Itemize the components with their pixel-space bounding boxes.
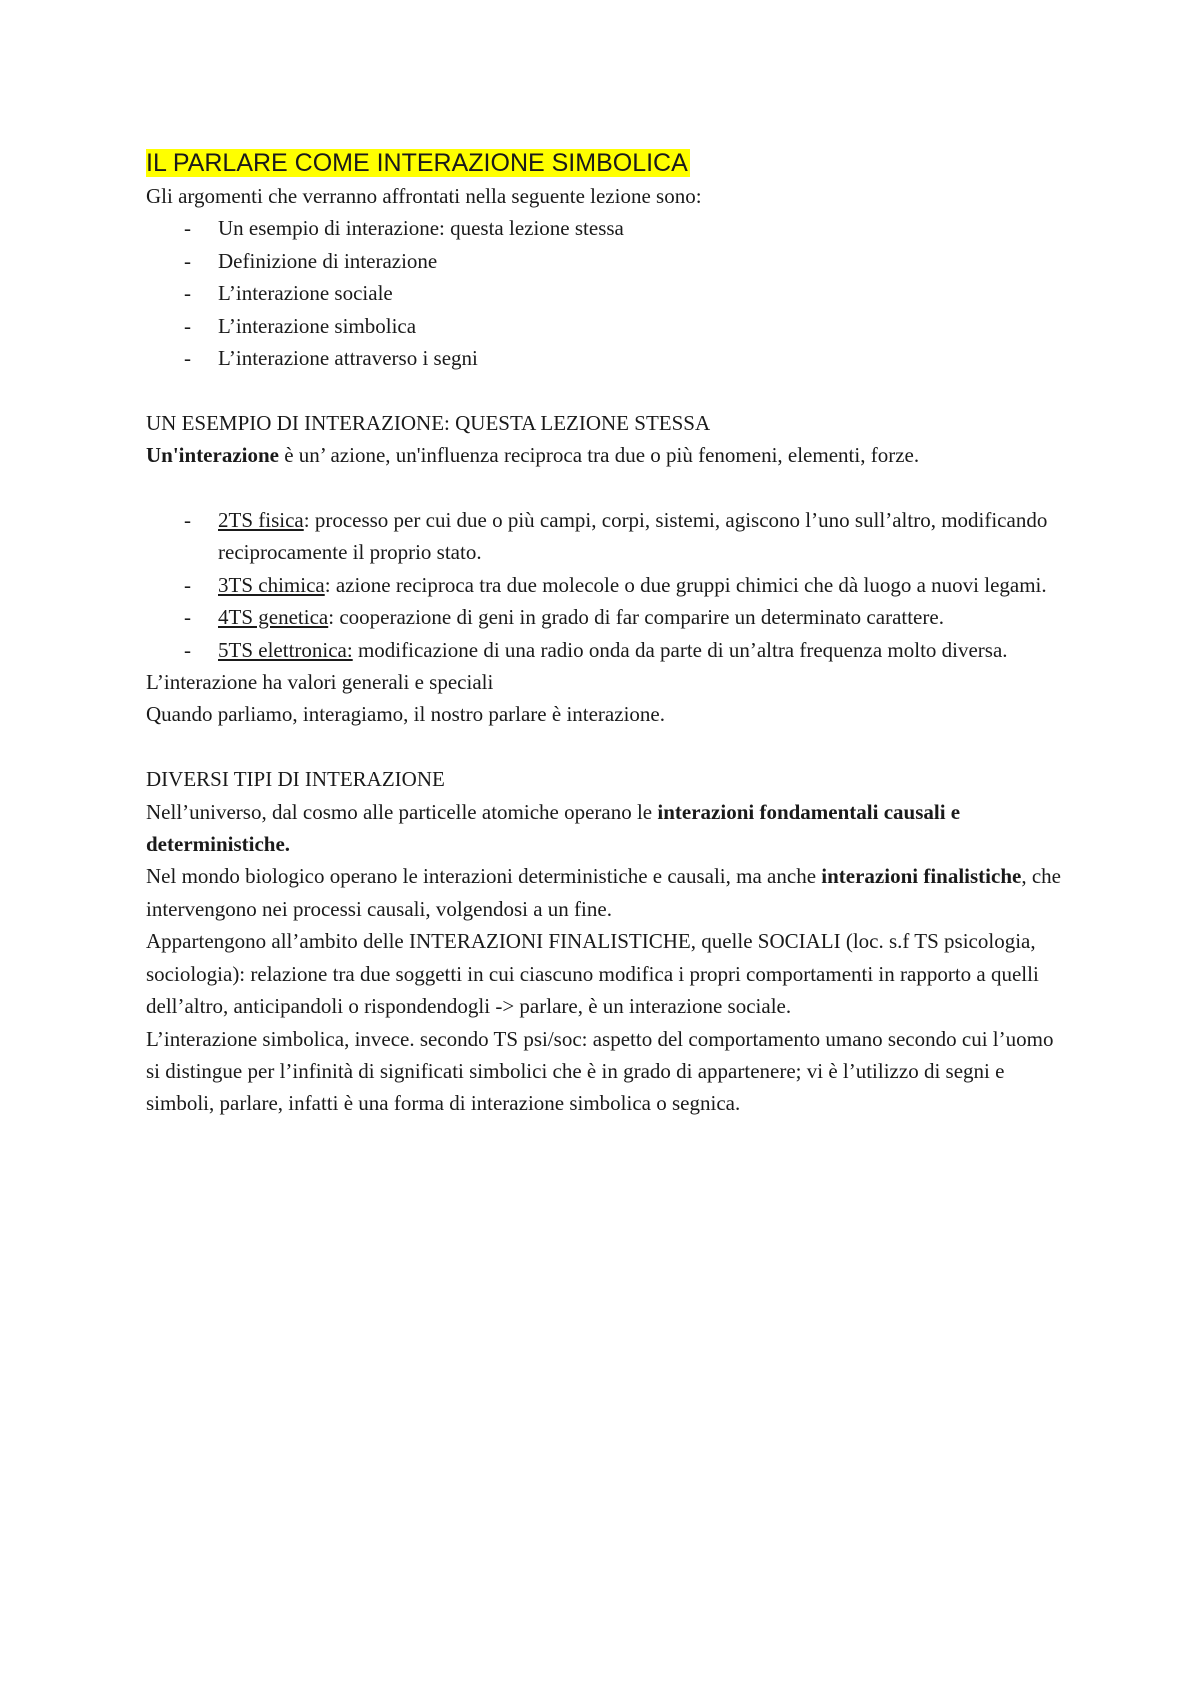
- intro-paragraph: Gli argomenti che verranno affrontati nella seguente lezione sono:: [146, 184, 702, 208]
- section-heading: UN ESEMPIO DI INTERAZIONE: QUESTA LEZIONE STESSA: [146, 410, 711, 435]
- definition-body: processo per cui due o più campi, corpi, sistemi, agiscono l’uno sull’altro, modificando reciprocamente il proprio stato.: [218, 508, 1048, 565]
- page-title: [146, 146, 1066, 180]
- spacer: [146, 472, 1066, 504]
- section-heading: DIVERSI TIPI DI INTERAZIONE: [146, 767, 445, 792]
- highlighted-title-text: IL PARLARE COME INTERAZIONE SIMBOLICA: [146, 149, 688, 177]
- definition-text: è un’ azione, un'influenza reciproca tra due o più fenomeni, elementi, forze.: [278, 443, 920, 468]
- definition-term: Un'interazione: [146, 443, 279, 468]
- body-paragraph: Appartengono all’ambito delle INTERAZIONI FINALISTICHE, quelle SOCIALI (loc. s.f TS psicologia, sociologia): relazione tra due soggetti in cui ciascuno modifica i propri comportamenti in rapporto a quelli dell’altro, anticipandoli o rispondendogli -> parlare, è un interazione sociale.: [146, 929, 1039, 1019]
- body-paragraph: Nel mondo biologico operano le interazioni deterministiche e causali, ma anche interazioni finalistiche, che intervengono nei processi causali, volgendosi a un fine.: [146, 864, 1061, 921]
- list-item: - L’interazione sociale: [146, 277, 1066, 309]
- bold-phrase: interazioni fondamentali causali e deterministiche.: [146, 799, 961, 857]
- definition-label: 2TS fisica: [218, 508, 304, 533]
- list-item: - Definizione di interazione: [146, 245, 1066, 277]
- definitions-list: [146, 504, 1066, 666]
- definition-label: 5TS elettronica:: [218, 637, 353, 662]
- topics-list: [146, 212, 1066, 374]
- list-item: - L’interazione simbolica: [146, 310, 1066, 342]
- list-item: - 3TS chimica: azione reciproca tra due molecole o due gruppi chimici che dà luogo a nuovi legami.: [146, 569, 1066, 601]
- body-paragraph: Nell’universo, dal cosmo alle particelle atomiche operano le interazioni fondamentali causali e deterministiche.: [146, 799, 961, 857]
- list-item: - 4TS genetica: cooperazione di geni in grado di far comparire un determinato carattere.: [146, 601, 1066, 633]
- body-paragraph: Quando parliamo, interagiamo, il nostro parlare è interazione.: [146, 702, 665, 727]
- definition-body: modificazione di una radio onda da parte di un’altra frequenza molto diversa.: [352, 637, 1008, 662]
- definition-body: cooperazione di geni in grado di far comparire un determinato carattere.: [334, 605, 944, 630]
- definition-label: 4TS genetica: [218, 605, 329, 630]
- definition-label: 3TS chimica: [218, 572, 325, 597]
- body-paragraph: L’interazione ha valori generali e speciali: [146, 670, 494, 695]
- list-item: - 2TS fisica: processo per cui due o più campi, corpi, sistemi, agiscono l’uno sull’altro, modificando reciprocamente il proprio stato.: [146, 504, 1066, 569]
- list-item: [146, 634, 1066, 666]
- spacer: [146, 731, 1066, 763]
- list-item: - Un esempio di interazione: questa lezione stessa: [146, 212, 1066, 244]
- document-body: [146, 146, 1066, 1120]
- list-item: - L’interazione attraverso i segni: [146, 342, 1066, 374]
- body-paragraph: L’interazione simbolica, invece. secondo TS psi/soc: aspetto del comportamento umano secondo cui l’uomo si distingue per l’infinità di significati simbolici che è in grado di appartenere; vi è l’utilizzo di segni e simboli, parlare, infatti è una forma di interazione simbolica o segnica.: [146, 1026, 1054, 1116]
- spacer: [146, 374, 1066, 406]
- bold-phrase: interazioni finalistiche: [821, 864, 1022, 889]
- definition-body: azione reciproca tra due molecole o due gruppi chimici che dà luogo a nuovi legami.: [330, 572, 1047, 597]
- definition-paragraph: [146, 439, 1066, 471]
